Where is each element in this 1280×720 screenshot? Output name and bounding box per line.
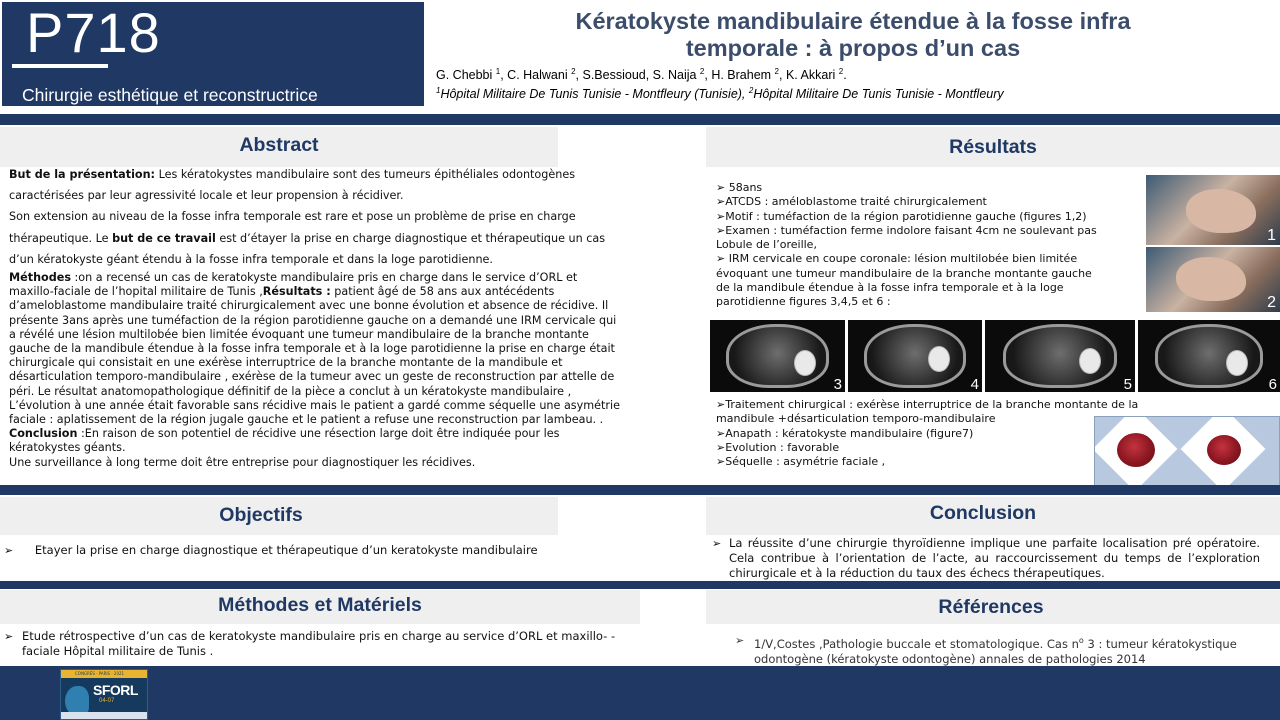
poster-id: P718 [26, 1, 161, 64]
figure-number: 1 [1267, 227, 1276, 244]
conclusion-label: Conclusion [9, 427, 78, 441]
results-list-bottom [716, 398, 1138, 469]
presentation-goal-text: Les kératokystes mandibulaire sont des tumeurs épithéliales odontogènes caractérisées par leur agressivité locale et leur propension à récidiver. [9, 168, 576, 203]
presentation-goal-label: But de la présentation: [9, 168, 156, 181]
figure-4-mri [848, 320, 982, 392]
bullet-arrow-icon: ➢ [4, 630, 14, 643]
author-affiliation-number: 1 [495, 67, 501, 76]
figure-3-mri [710, 320, 845, 392]
bullet-arrow-icon: ➢ [735, 634, 745, 647]
methods-text: Etude rétrospective d’un cas de keratokyste mandibulaire pris en charge au service d’ORL et maxillo- -faciale Hôpital militaire de Tunis . [22, 629, 616, 658]
results-item: ➢Motif : tuméfaction de la région parotidienne gauche (figures 1,2) [716, 209, 1087, 223]
results-item: ➢Evolution : favorable [716, 440, 840, 454]
conclusion-item [712, 536, 1260, 581]
specimen-tissue [1207, 435, 1241, 465]
figure-1-photo [1146, 175, 1280, 245]
affiliation: Hôpital Militaire De Tunis Tunisie - Montfleury (Tunisie), [440, 87, 749, 102]
figure-6-mri [1138, 320, 1280, 392]
figure-number: 4 [970, 376, 979, 392]
lower-divider-band [0, 581, 1280, 589]
extension-text: Son extension au niveau de la fosse infra temporale est rare et pose un problème de prise en charge thérapeutique. Le [9, 210, 576, 245]
author: G. Chebbi [436, 68, 496, 83]
author-affiliation-number: 2 [838, 67, 844, 76]
reference-text [754, 633, 1275, 667]
reference-text-part: 3 : tumeur kératokystique odontogène (kératokyste odontogène) annales de pathologies 2014 [754, 636, 1237, 666]
reference-superscript: o [1078, 636, 1084, 645]
references-heading: Références [938, 596, 1044, 618]
author-separator: . [843, 68, 847, 83]
mri-lesion [928, 346, 950, 372]
logo-sponsor-stripe [61, 712, 147, 719]
methods-item [4, 629, 644, 659]
results-item: évoquant une tumeur mandibulaire de la branche montante gauche [716, 266, 1092, 280]
figure-number: 5 [1123, 376, 1132, 392]
author: H. Brahem [711, 68, 775, 83]
results-list-top [716, 181, 1097, 310]
authors-line [436, 67, 847, 82]
results-label: Résultats : [262, 285, 331, 299]
patient-face [1186, 189, 1256, 233]
specimen-tissue [1117, 433, 1155, 467]
patient-face [1176, 257, 1246, 301]
objectives-text: Etayer la prise en charge diagnostique et thérapeutique d’un keratokyste mandibulaire [34, 543, 538, 557]
author-separator: , [500, 68, 508, 83]
methods-heading: Méthodes et Matériels [218, 594, 422, 616]
poster-id-underline [12, 64, 108, 68]
results-item: ➢Séquelle : asymétrie faciale , [716, 455, 886, 469]
author-affiliation-number: 2 [774, 67, 779, 76]
affiliations-line [436, 86, 1004, 101]
author-affiliation-number: 2 [571, 67, 576, 76]
results-item: Lobule de l’oreille, [716, 238, 817, 252]
abstract-intro [9, 164, 631, 270]
author-separator: , [575, 68, 583, 83]
bullet-arrow-icon: ➢ [4, 544, 14, 557]
logo-dates: 04-07 [99, 698, 115, 704]
references-item [735, 633, 1275, 667]
figure-2-photo [1146, 247, 1280, 312]
results-item: ➢Anapath : kératokyste mandibulaire (figure7) [716, 426, 974, 440]
figure-number: 2 [1267, 294, 1276, 311]
results-item: ➢ 58ans [716, 181, 763, 194]
objectives-item [4, 543, 664, 558]
methods-label: Méthodes [9, 271, 71, 284]
affiliation-number: 1 [436, 86, 441, 95]
figure-number: 6 [1268, 376, 1277, 392]
author: K. Akkari [785, 68, 839, 83]
figure-5-mri [985, 320, 1135, 392]
conclusion-text: :En raison de son potentiel de récidive une résection large doit être indiquée pour les kératokystes géants. [9, 427, 560, 455]
objectives-heading: Objectifs [219, 504, 303, 526]
specialty-label: Chirurgie esthétique et reconstructrice [22, 85, 318, 105]
author: S.Bessioud, S. Naija [582, 68, 700, 83]
results-item: parotidienne figures 3,4,5 et 6 : [716, 295, 891, 309]
mri-skull [864, 324, 966, 387]
logo-banner-text: CONGRÈS · PARIS · 2021 [75, 671, 125, 676]
mri-lesion [1226, 350, 1248, 376]
bullet-arrow-icon: ➢ [712, 537, 722, 550]
abstract-paragraph-2 [9, 206, 631, 270]
author-separator: , [704, 68, 712, 83]
conclusion-text: La réussite d’une chirurgie thyroïdienne implique une parfaite localisation pré opératoire. Cela contribue à l’orientation de l’acte, au raccourcissement du temps de l’exploration chirurgicale et à la réduction du taux des échecs thérapeutiques. [729, 536, 1260, 580]
work-goal-label: but de ce travail [112, 231, 216, 245]
mri-lesion [794, 350, 816, 376]
results-item: mandibule +désarticulation temporo-mandibulaire [716, 412, 996, 426]
results-item: ➢ IRM cervicale en coupe coronale: lésion multilobée bien limitée [716, 252, 1078, 266]
poster-title-line-2: temporale : à propos d’un cas [685, 35, 1021, 61]
results-item: ➢ATCDS : améloblastome traité chirurgicalement [716, 195, 987, 209]
results-item: ➢Examen : tuméfaction ferme indolore faisant 4cm ne soulevant pas [716, 223, 1097, 237]
poster-title [430, 8, 1276, 62]
results-item: de la mandibule étendue à la fosse infra temporale et à la loge [716, 281, 1064, 295]
results-text: patient âgé de 58 ans aux antécédents d’ameloblastome mandibulaire traité chirurgicalement avec une bonne évolution et absence de récidive. Il présente 3ans après une tuméfaction de la région parotidienne gauche on a demandé une IRM cervicale qui a révélé une lésion multilobée bien limitée évoquant une tumeur mandibulaire de la branche montante gauche de la mandibule étendue à la fosse infra temporale et à la loge parotidienne la prise en charge était chirurgicale qui consistait en une exérèse interruptrice de la branche montante de la mandibule et désarticulation temporo-mandibulaire , exérèse de la tumeur avec un geste de reconstruction par attelle de péri. Le résultat anatomopathologique définitif de la pièce a conclut à un kératokyste mandibulaire , L’évolution à une année était favorable sans récidive mais le patient a gardé comme séquelle une asymétrie faciale : aplatissement de la région jugale gauche et le patient a refuse une reconstruction par lambeau. . [9, 285, 621, 427]
results-item: ➢Traitement chirurgical : exérèse interruptrice de la branche montante de la [716, 398, 1139, 411]
abstract-heading: Abstract [239, 134, 319, 156]
author-separator: , [779, 68, 786, 83]
figure-number: 3 [833, 376, 842, 392]
conclusion-heading: Conclusion [929, 502, 1037, 524]
methods-text: :on a recensé un cas de keratokyste mandibulaire pris en charge dans le service d’ORL et maxillo-faciale de l’hopital militaire de Tunis , [9, 271, 578, 299]
affiliation: Hôpital Militaire De Tunis Tunisie - Montfleury [753, 87, 1004, 102]
results-heading: Résultats [949, 136, 1037, 158]
footer-band [0, 666, 1280, 720]
congress-logo [60, 669, 148, 720]
figure-7-pathology-photo [1094, 416, 1280, 486]
author-affiliation-number: 2 [699, 67, 705, 76]
top-divider-band [0, 114, 1280, 125]
reference-text-part: 1/V,Costes ,Pathologie buccale et stomatologique. Cas n [754, 636, 1079, 651]
logo-banner [61, 670, 147, 678]
affiliation-number: 2 [748, 86, 754, 95]
abstract-last-line: Une surveillance à long terme doit être entreprise pour diagnostiquer les récidives. [9, 455, 476, 469]
abstract-paragraph-1 [9, 164, 631, 206]
work-goal-text: est d’étayer la prise en charge diagnostique et thérapeutique un cas d’un kératokyste géant étendu à la fosse infra temporale et dans la loge parotidienne. [9, 231, 606, 266]
poster-title-line-1: Kératokyste mandibulaire étendue à la fosse infra [575, 8, 1131, 34]
abstract-body [9, 271, 625, 470]
mri-lesion [1079, 348, 1101, 374]
abstract-paragraph-3 [9, 271, 625, 456]
author: C. Halwani [507, 68, 572, 83]
logo-name: SFORL [93, 682, 138, 698]
middle-divider-band [0, 485, 1280, 495]
